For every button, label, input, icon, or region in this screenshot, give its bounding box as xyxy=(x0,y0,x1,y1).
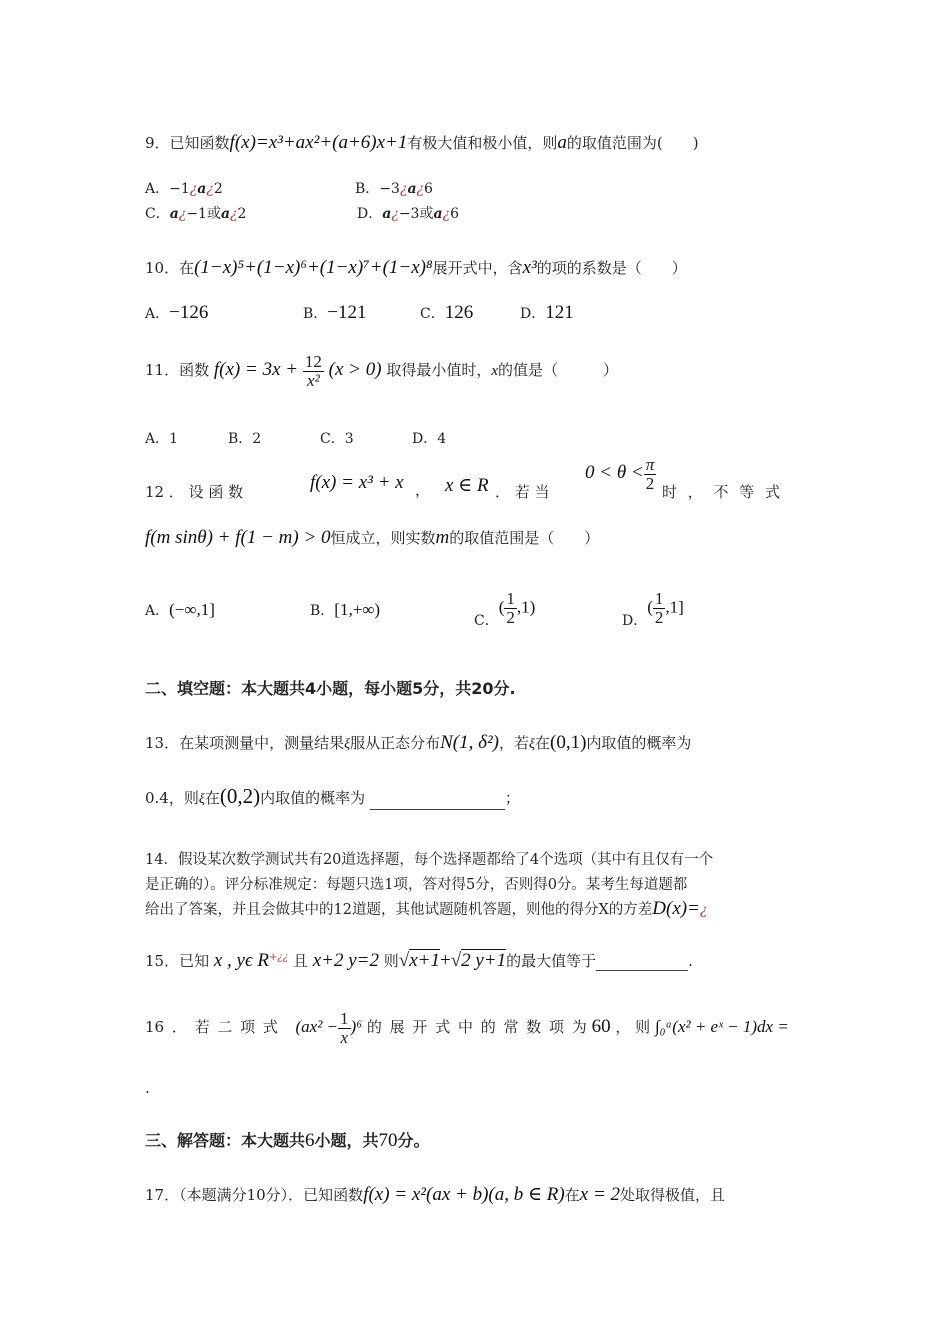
q12-option-d: D．( $\frac{1}{2}$ ,1] xyxy=(622,589,684,629)
q9-suffix: 有极大值和极小值，则 xyxy=(407,134,558,152)
q10-option-a: A．−126 xyxy=(145,302,209,323)
q12-inequality: f(m sinθ) + f(1 − m) > 0 xyxy=(145,527,331,548)
q9-option-b: B．−3¿a¿6 xyxy=(355,181,433,197)
q12-condition: 0 < θ < $\frac{\pi}{2}$ xyxy=(585,454,655,493)
q16-line2: . xyxy=(145,1079,150,1097)
q12-comma: ， xyxy=(415,481,431,499)
q14-line1: 14．假设某次数学测试共有20道选择题，每个选择题都给了4个选项（其中有且仅有一个 xyxy=(145,852,714,868)
q14-line2: 是正确的）。评分标准规定：每题只选1项，答对得5分，否则得0分。某考生每道题都 xyxy=(145,877,688,893)
q13-line2: 0.4，则ξ在(0,2)内取值的概率为 ； xyxy=(145,784,520,808)
q12-option-b: B．[1,+∞) xyxy=(310,600,381,619)
q11-option-d: D．4 xyxy=(412,431,447,447)
q9-option-a: A．−1¿a¿2 xyxy=(145,181,223,197)
q11-fraction: $\frac{12}{\text{x²}}$ xyxy=(304,351,322,390)
q17-formula: f(x) = x²(ax + b)(a, b ∈ R) xyxy=(363,1184,565,1205)
q9-formula: f(x)=x³+ax²+(a+6)x+1 xyxy=(229,132,408,153)
q10-option-d: D．121 xyxy=(520,302,574,323)
q9-prefix: 9．已知函数 xyxy=(145,134,230,152)
q9-stem xyxy=(145,133,699,153)
q12-prefix: 12 ． 设 函 数 xyxy=(145,483,244,501)
q14-line3: 给出了答案，并且会做其中的12道题，其他试题随机答题，则他的得分X的方差D(x)=¿ xyxy=(145,898,708,919)
q9-suffix2: 的取值范围为( ) xyxy=(566,134,699,152)
q9-var: a xyxy=(557,132,567,153)
q10-option-b: B．−121 xyxy=(303,302,367,323)
q11-stem: 11．函数 f(x) = 3x + $\frac{12}{\text{x²}}$ (x > 0) 取得最小值时，x的值是（ ） xyxy=(145,351,619,390)
q9-option-c: C．a¿−1或a¿2 xyxy=(145,206,247,222)
q13-answer-blank[interactable] xyxy=(370,809,505,810)
q11-option-a: A．1 xyxy=(145,431,179,447)
section-3-heading: 三、解答题：本大题共6小题，共70分。 xyxy=(145,1130,430,1151)
q12-option-a: A．(−∞,1] xyxy=(145,600,215,619)
q15-answer-blank[interactable] xyxy=(596,970,688,971)
q11-option-c: C．3 xyxy=(320,431,354,447)
q10-stem: 10．在(1−x)⁵+(1−x)⁶+(1−x)⁷+(1−x)⁸展开式中，含x³的项的系数是（ ） xyxy=(145,257,687,278)
q12-suffix: 时 ， 不 等 式 xyxy=(662,483,781,501)
q12-formula: f(x) = x³ + x xyxy=(310,472,404,493)
q12-option-c: C．( $\frac{1}{2}$ ,1) xyxy=(474,589,536,629)
q10-formula: (1−x)⁵+(1−x)⁶+(1−x)⁷+(1−x)⁸ xyxy=(194,257,433,278)
q12-domain: x ∈ R xyxy=(445,475,489,496)
q16-stem: 16 ． 若 二 项 式 (ax² − $\frac{1}{x}$ )⁶ 的 展 开 式 中 的 常 数 项 为 60 ， 则 ∫₀ᵃ(x² + eˣ − 1)dx = xyxy=(145,1008,789,1047)
section-2-heading: 二、填空题：本大题共4小题，每小题5分，共20分. xyxy=(145,679,516,698)
q17-stem: 17．（本题满分10分）．已知函数f(x) = x²(ax + b)(a, b ∈ R)在x = 2处取得极值，且 xyxy=(145,1184,726,1205)
q10-option-c: C．126 xyxy=(420,302,474,323)
q12-mid: ． 若 当 xyxy=(495,483,550,501)
q13-line1: 13．在某项测量中，测量结果ξ服从正态分布N(1, δ²)，若ξ在(0,1)内取值的概率为 xyxy=(145,732,692,753)
q9-option-d: D．a¿−3或a¿6 xyxy=(357,206,459,222)
q15-stem: 15．已知 x , yϵ R+¿¿ 且 x+2 y=2 则√x+1+√2 y+1的最大值等于 . xyxy=(145,950,693,971)
q12-line2: f(m sinθ) + f(1 − m) > 0恒成立，则实数m的取值范围是（ ） xyxy=(145,527,600,548)
q11-option-b: B．2 xyxy=(228,431,262,447)
